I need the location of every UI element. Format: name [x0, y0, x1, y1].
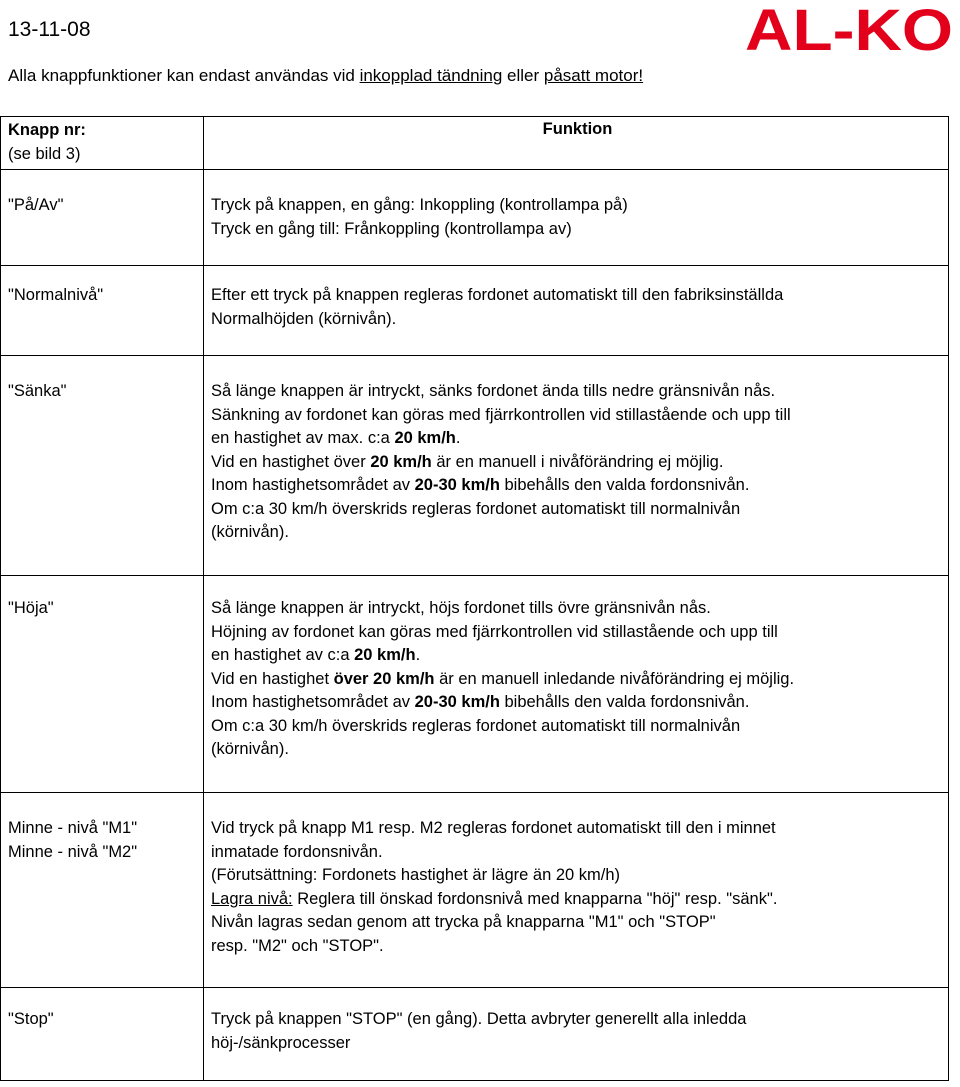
table-row	[1, 988, 949, 1081]
button-name: "Sänka"	[1, 356, 204, 576]
button-name: Minne - nivå "M1" Minne - nivå "M2"	[1, 793, 204, 988]
function-table	[0, 116, 949, 1081]
table-row	[1, 266, 949, 356]
notice-text: Alla knappfunktioner kan endast användas vid inkopplad tändning eller påsatt motor!	[8, 66, 644, 85]
button-name: "Normalnivå"	[1, 266, 204, 356]
column-header-function: Funktion	[204, 117, 949, 170]
logo-text: AL-KO	[745, 4, 953, 56]
function-description: Så länge knappen är intryckt, höjs fordonet tills övre gränsnivån nås. Höjning av fordonet kan göras med fjärrkontrollen vid stillastående och upp till en hastighet av c:a 20 km/h. Vid en hastighet över 20 km/h är en manuell inledande nivåförändring ej möjlig. Inom hastighetsområdet av 20-30 km/h bibehålls den valda fordonsnivån. Om c:a 30 km/h överskrids regleras fordonet automatiskt till normalnivån (körnivån).	[204, 576, 949, 793]
button-name: "På/Av"	[1, 170, 204, 266]
function-description: Efter ett tryck på knappen regleras fordonet automatiskt till den fabriksinställda Normalhöjden (körnivån).	[204, 266, 949, 356]
table-row	[1, 356, 949, 576]
function-description: Tryck på knappen, en gång: Inkoppling (kontrollampa på) Tryck en gång till: Frånkoppling (kontrollampa av)	[204, 170, 949, 266]
button-name: "Höja"	[1, 576, 204, 793]
button-name: "Stop"	[1, 988, 204, 1081]
function-description: Så länge knappen är intryckt, sänks fordonet ända tills nedre gränsnivån nås. Sänkning av fordonet kan göras med fjärrkontrollen vid stillastående och upp till en hastighet av max. c:a 20 km/h. Vid en hastighet över 20 km/h är en manuell i nivåförändring ej möjlig. Inom hastighetsområdet av 20-30 km/h bibehålls den valda fordonsnivån. Om c:a 30 km/h överskrids regleras fordonet automatiskt till normalnivån (körnivån).	[204, 356, 949, 576]
table-row	[1, 576, 949, 793]
table-header-row	[1, 117, 949, 170]
function-description: Vid tryck på knapp M1 resp. M2 regleras fordonet automatiskt till den i minnet inmatade fordonsnivån. (Förutsättning: Fordonets hastighet är lägre än 20 km/h) Lagra nivå: Reglera till önskad fordonsnivå med knapparna "höj" resp. "sänk". Nivån lagras sedan genom att trycka på knapparna "M1" och "STOP" resp. "M2" och "STOP".	[204, 793, 949, 988]
document-date: 13-11-08	[8, 18, 91, 41]
column-header-button: Knapp nr: (se bild 3)	[1, 117, 204, 170]
table-row	[1, 793, 949, 988]
al-ko-logo	[745, 4, 953, 56]
table-row	[1, 170, 949, 266]
function-description: Tryck på knappen "STOP" (en gång). Detta avbryter generellt alla inledda höj-/sänkprocesser	[204, 988, 949, 1081]
